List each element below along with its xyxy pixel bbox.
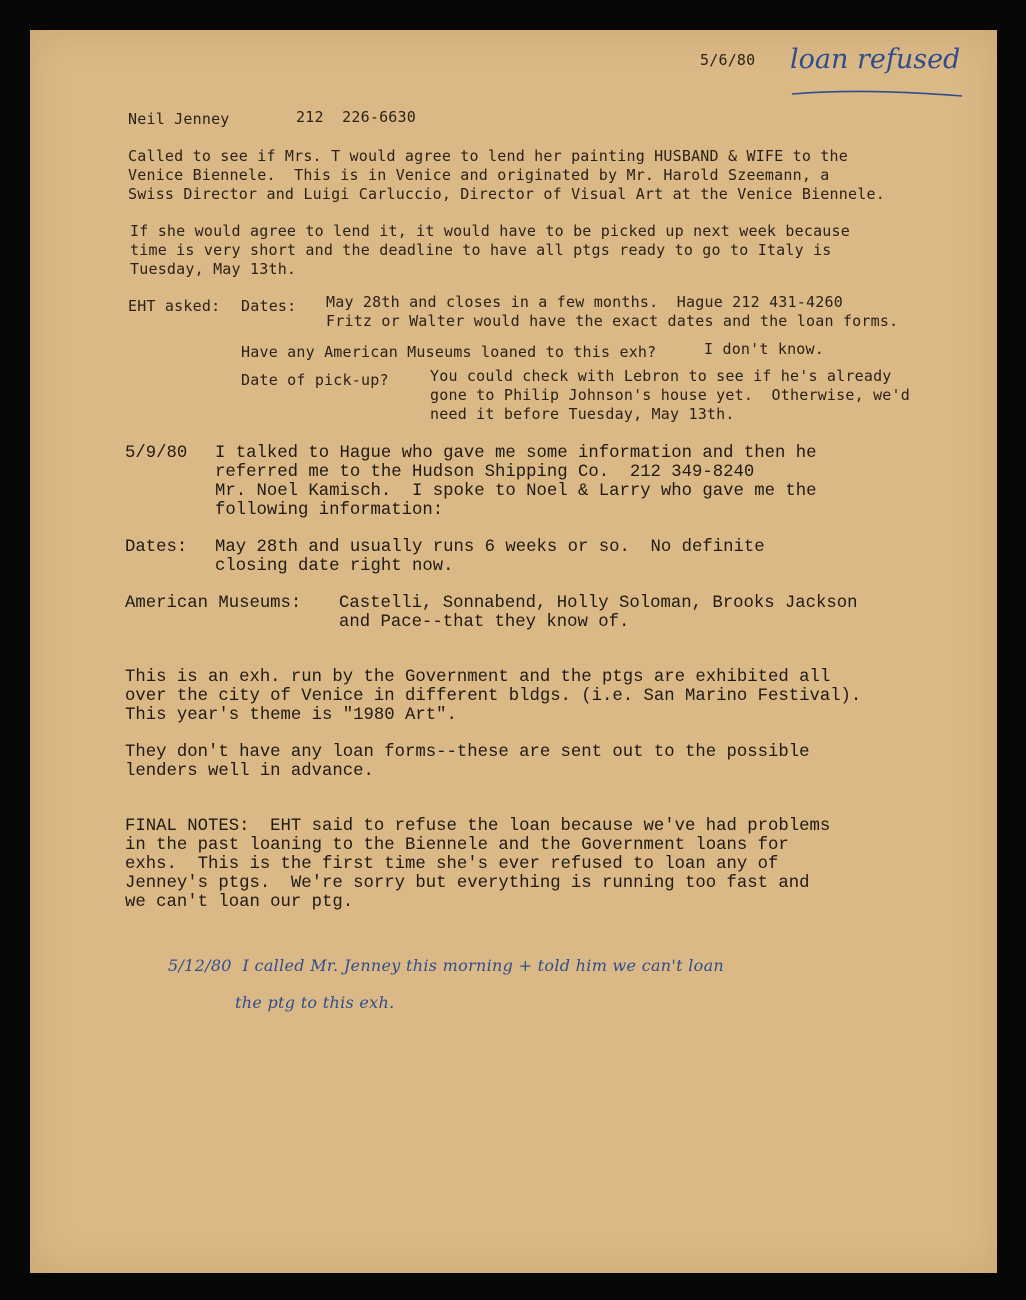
pickup-answer-line: You could check with Lebron to see if he's already bbox=[430, 367, 892, 385]
dates-question: Dates: bbox=[241, 297, 297, 315]
american-museums-label: American Museums: bbox=[125, 594, 302, 613]
text-line: Tuesday, May 13th. bbox=[130, 260, 297, 278]
text-line: in the past loaning to the Biennele and the Government loans for bbox=[125, 836, 789, 855]
text-line: over the city of Venice in different bldgs. (i.e. San Marino Festival). bbox=[125, 687, 862, 706]
text-line: They don't have any loan forms--these are sent out to the possible bbox=[125, 743, 810, 762]
text-line: FINAL NOTES: EHT said to refuse the loan because we've had problems bbox=[125, 817, 831, 836]
text-line: Called to see if Mrs. T would agree to lend her painting HUSBAND & WIFE to the bbox=[128, 147, 848, 165]
memo-page bbox=[30, 30, 997, 1273]
text-line: exhs. This is the first time she's ever refused to loan any of bbox=[125, 855, 779, 874]
handwritten-footer-line: 5/12/80 I called Mr. Jenney this morning + told him we can't loan bbox=[168, 956, 725, 975]
text-line: referred me to the Hudson Shipping Co. 212 349-8240 bbox=[215, 463, 755, 482]
eht-asked-label: EHT asked: bbox=[128, 297, 221, 315]
pickup-answer-line: need it before Tuesday, May 13th. bbox=[430, 405, 735, 423]
text-line: following information: bbox=[215, 501, 444, 520]
text-line: If she would agree to lend it, it would have to be picked up next week because bbox=[130, 222, 850, 240]
text-line: May 28th and usually runs 6 weeks or so. No definite bbox=[215, 538, 765, 557]
text-line: This year's theme is "1980 Art". bbox=[125, 706, 457, 725]
text-line: Mr. Noel Kamisch. I spoke to Noel & Larry who gave me the bbox=[215, 482, 817, 501]
text-line: lenders well in advance. bbox=[125, 762, 374, 781]
dates-answer-line: May 28th and closes in a few months. Hague 212 431-4260 bbox=[326, 293, 843, 311]
museums-question: Have any American Museums loaned to this exh? bbox=[241, 343, 657, 361]
contact-phone: 212 226-6630 bbox=[296, 108, 416, 126]
followup-dates-label: Dates: bbox=[125, 538, 188, 557]
text-line: closing date right now. bbox=[215, 557, 454, 576]
pickup-answer-line: gone to Philip Johnson's house yet. Otherwise, we'd bbox=[430, 386, 910, 404]
handwritten-footer-line: the ptg to this exh. bbox=[235, 993, 395, 1012]
contact-name: Neil Jenney bbox=[128, 110, 230, 128]
memo-date: 5/6/80 bbox=[700, 51, 756, 69]
museums-answer: I don't know. bbox=[704, 340, 824, 358]
text-line: we can't loan our ptg. bbox=[125, 893, 354, 912]
text-line: This is an exh. run by the Government and the ptgs are exhibited all bbox=[125, 668, 831, 687]
text-line: Jenney's ptgs. We're sorry but everything is running too fast and bbox=[125, 874, 810, 893]
dates-answer-line: Fritz or Walter would have the exact dates and the loan forms. bbox=[326, 312, 899, 330]
text-line: time is very short and the deadline to have all ptgs ready to go to Italy is bbox=[130, 241, 832, 259]
text-line: Swiss Director and Luigi Carluccio, Director of Visual Art at the Venice Biennele. bbox=[128, 185, 885, 203]
pickup-question: Date of pick-up? bbox=[241, 371, 389, 389]
text-line: Venice Biennele. This is in Venice and originated by Mr. Harold Szeemann, a bbox=[128, 166, 830, 184]
handwritten-loan-refused-note: loan refused bbox=[790, 44, 961, 75]
followup-date: 5/9/80 bbox=[125, 444, 188, 463]
text-line: and Pace--that they know of. bbox=[339, 613, 630, 632]
text-line: I talked to Hague who gave me some information and then he bbox=[215, 444, 817, 463]
text-line: Castelli, Sonnabend, Holly Soloman, Brooks Jackson bbox=[339, 594, 858, 613]
handwritten-underline bbox=[790, 86, 965, 102]
